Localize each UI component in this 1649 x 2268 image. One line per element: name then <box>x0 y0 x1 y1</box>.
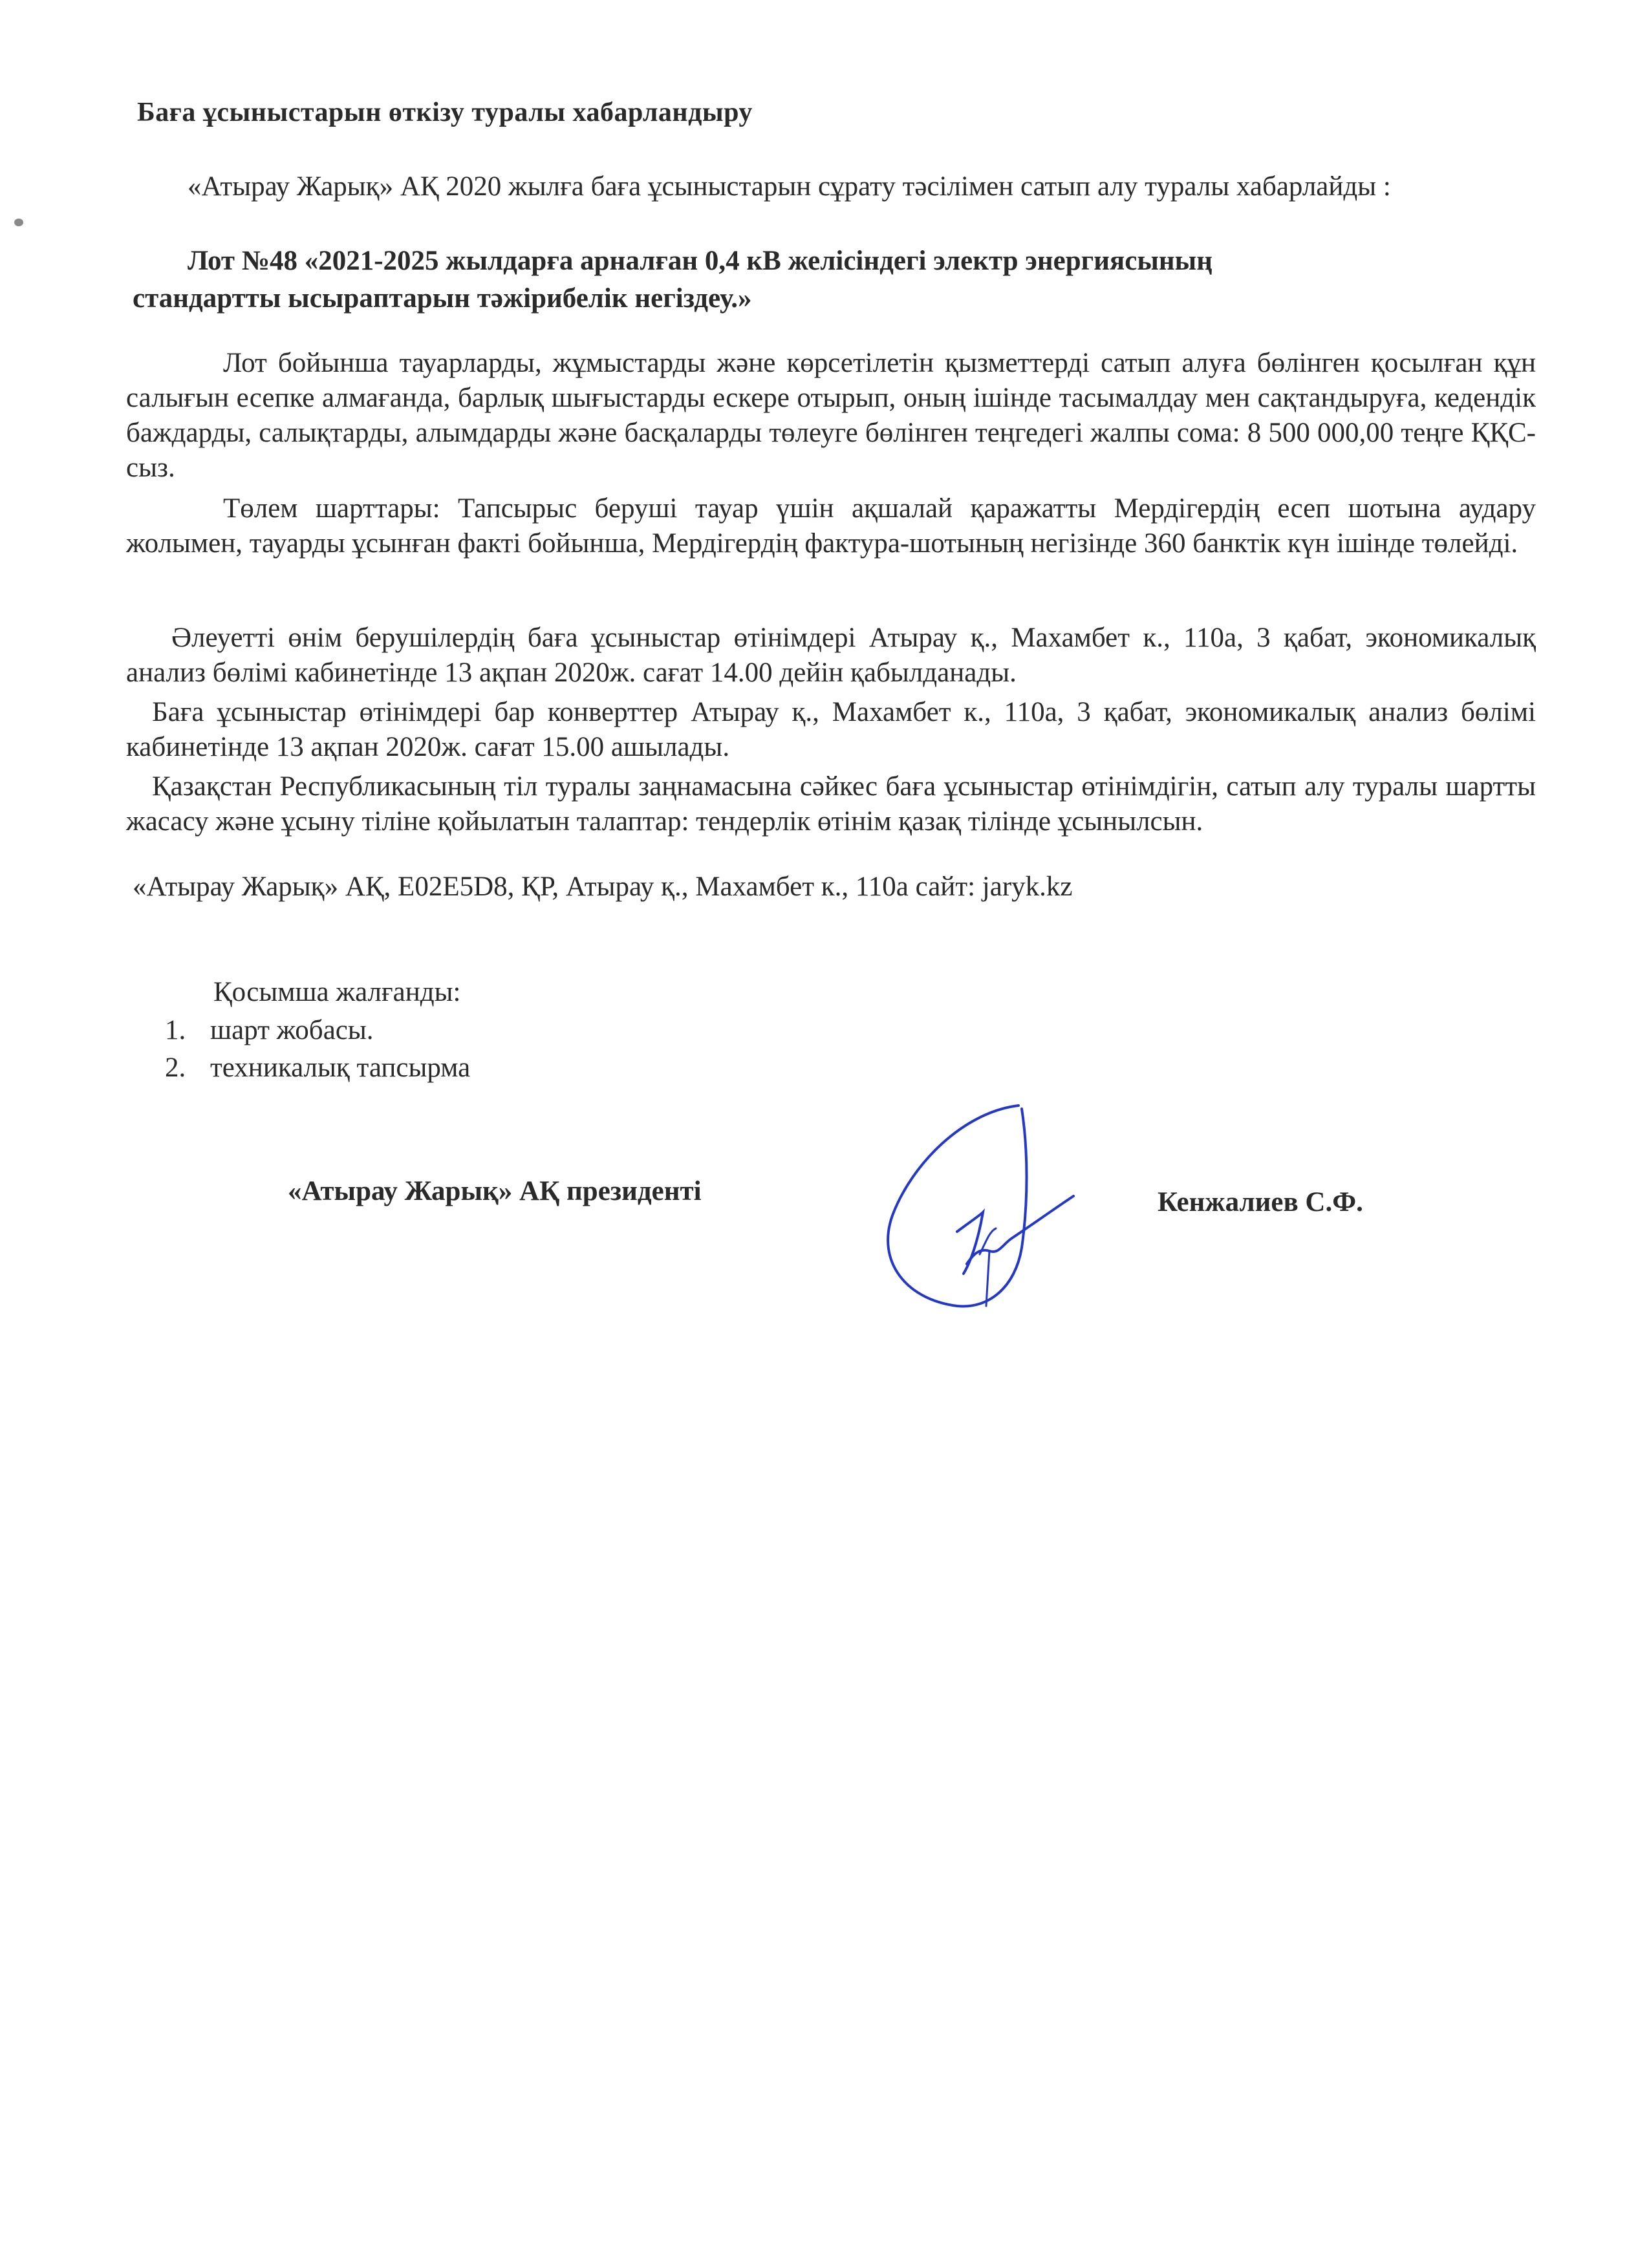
lot-heading <box>133 242 1465 317</box>
amount-paragraph: Лот бойынша тауарларды, жұмыстарды және көрсетілетін қызметтерді сатып алуға бөлінген қосылған құн салығын есепке алмағанда, барлық шығыстарды ескере отырып, оның ішінде тасымалдау мен сақтандыруға, кедендік баждарды, салықтарды, алымдарды және басқаларды төлеуге бөлінген теңгедегі жалпы сома: 8 500 000,00 теңге ҚҚС-сыз. <box>126 348 1536 483</box>
submission-paragraph: Әлеуетті өнім берушілердің баға ұсыныстар өтінімдері Атырау қ., Махамбет к., 110а, 3 қабат, экономикалық анализ бөлімі кабинетінде 13 ақпан 2020ж. сағат 14.00 дейін қабылданады. <box>126 623 1536 688</box>
lot-heading-line1: Лот №48 «2021-2025 жылдарға арналған 0,4 кВ желісіндегі электр энергиясының <box>188 246 1213 276</box>
scan-speck <box>14 219 23 226</box>
handwritten-signature <box>867 1093 1112 1338</box>
signatory-name: Кенжалиев С.Ф. <box>1158 1187 1363 1217</box>
list-item-text: шарт жобасы. <box>210 1015 374 1045</box>
language-paragraph: Қазақстан Республикасының тіл туралы заңнамасына сәйкес баға ұсыныстар өтінімдігін, сатып алу туралы шартты жасасу және ұсыну тіліне қойылатын талаптар: тендерлік өтінім қазақ тілінде ұсынылсын. <box>126 771 1536 837</box>
lot-heading-line2: стандартты ысырaптарын тәжірибелік негіздеу.» <box>133 283 752 314</box>
list-item-number: 2. <box>165 1053 186 1083</box>
opening-paragraph: Баға ұсыныстар өтінімдері бар конверттер Атырау қ., Махамбет к., 110а, 3 қабат, экономикалық анализ бөлімі кабинетінде 13 ақпан 2020ж. сағат 15.00 ашылады. <box>126 697 1536 762</box>
list-item-text: техникалық тапсырма <box>210 1053 471 1083</box>
list-item <box>165 1012 470 1049</box>
intro-paragraph: «Атырау Жарық» АҚ 2020 жылға баға ұсыныстарын сұрату тәсілімен сатып алу туралы хабарлайды : <box>188 171 1391 202</box>
signatory-role: «Атырау Жарық» АҚ президенті <box>288 1176 702 1206</box>
attachments-list <box>165 1012 470 1087</box>
attachments-title: Қосымша жалғанды: <box>213 977 461 1007</box>
document-title: Баға ұсыныстарын өткізу туралы хабарландыру <box>137 98 753 127</box>
payment-terms-paragraph: Төлем шарттары: Тапсырыс беруші тауар үшін ақшалай қаражатты Мердігердің есеп шотына аудару жолымен, тауарды ұсынған факті бойынша, Мердігердің фактура-шотының негізінде 360 банктік күн ішінде төлейді. <box>126 493 1536 559</box>
list-item-number: 1. <box>165 1015 186 1045</box>
address-line: «Атырау Жарық» АҚ, Е02Е5D8, ҚР, Атырау қ., Махамбет к., 110а сайт: jaryk.kz <box>133 872 1073 902</box>
list-item <box>165 1049 470 1087</box>
